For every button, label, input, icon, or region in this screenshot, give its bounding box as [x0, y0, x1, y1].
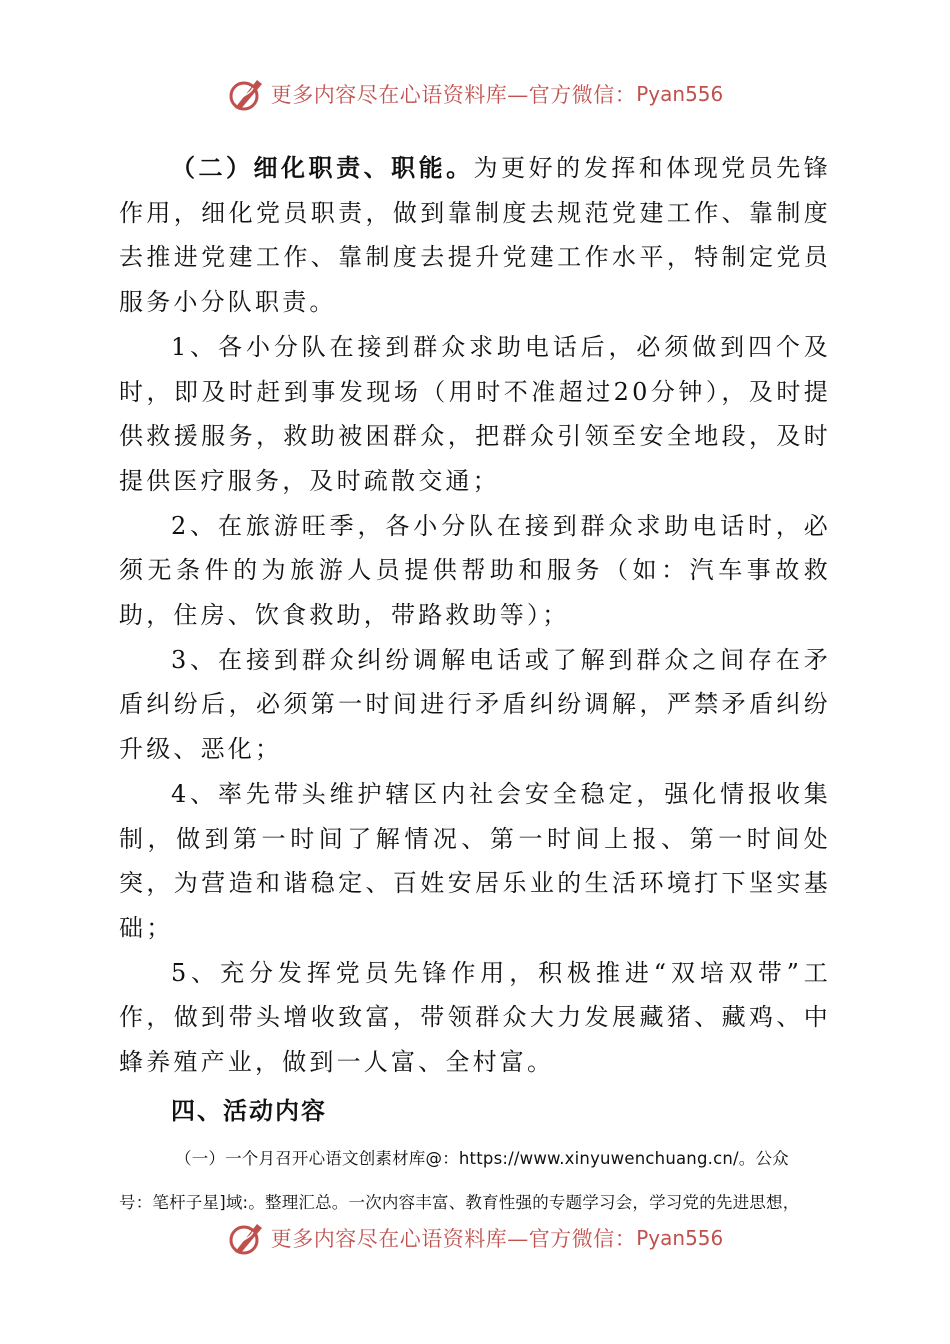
- header-watermark: [0, 70, 950, 118]
- duty-item-3: 3、在接到群众纠纷调解电话或了解到群众之间存在矛盾纠纷后，必须第一时间进行矛盾纠纷调解，严禁矛盾纠纷升级、恶化；: [119, 645, 831, 764]
- section-four-heading: 四、活动内容: [171, 1095, 327, 1125]
- duty-item-4: 4、率先带头维护辖区内社会安全稳定，强化情报收集制，做到第一时间了解情况、第一时间上报、第一时间处突，为营造和谐稳定、百姓安居乐业的生活环境打下坚实基础；: [119, 779, 831, 942]
- section-two-paragraph: [119, 146, 831, 325]
- footer-watermark: [0, 1214, 950, 1262]
- section-four-line-2: 号：笔杆子星]域:。整理汇总。一次内容丰富、教育性强的专题学习会，学习党的先进思想，: [119, 1192, 800, 1212]
- watermark-wechat-id: Pyan556: [636, 82, 724, 106]
- pen-logo-icon: [227, 1218, 267, 1258]
- section-two-body: 为更好的发挥和体现党员先锋作用，细化党员职责，做到靠制度去规范党建工作、靠制度去推进党建工作、靠制度去提升党建工作水平，特制定党员服务小分队职责。: [119, 154, 831, 317]
- document-body: [119, 146, 831, 1225]
- section-four-line-1: （一）一个月召开心语文创素材库@：https://www.xinyuwenchuang.cn/。公众: [175, 1148, 789, 1168]
- watermark-text: 更多内容尽在心语资料库—官方微信：: [270, 1227, 637, 1251]
- duty-item-2: 2、在旅游旺季，各小分队在接到群众求助电话时，必须无条件的为旅游人员提供帮助和服务（如：汽车事故救助，住房、饮食救助，带路救助等）；: [119, 511, 831, 630]
- section-two-lead: （二）细化职责、职能。: [171, 153, 474, 182]
- watermark-text: 更多内容尽在心语资料库—官方微信：: [270, 83, 637, 107]
- pen-logo-icon: [227, 74, 267, 114]
- duty-item-5: 5、充分发挥党员先锋作用，积极推进“双培双带”工作，做到带头增收致富，带领群众大力发展藏猪、藏鸡、中蜂养殖产业，做到一人富、全村富。: [119, 958, 831, 1077]
- watermark-wechat-id: Pyan556: [636, 1226, 724, 1250]
- duty-item-1: 1、各小分队在接到群众求助电话后，必须做到四个及时，即及时赶到事发现场（用时不准超过20分钟），及时提供救援服务，救助被困群众，把群众引领至安全地段，及时提供医疗服务，及时疏散交通；: [119, 332, 831, 495]
